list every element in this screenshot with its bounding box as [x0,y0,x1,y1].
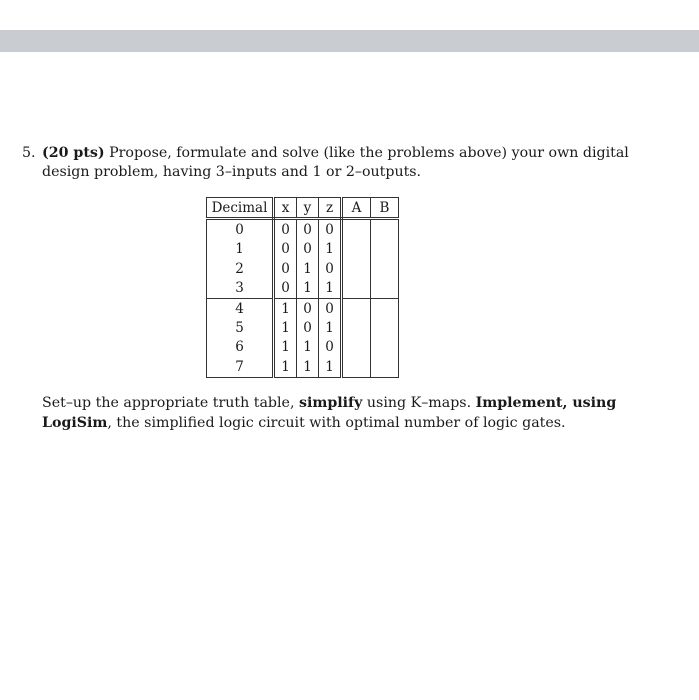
cell-b [371,357,399,377]
cell-x: 0 [274,219,297,240]
instructions-logisim: LogiSim [42,415,108,431]
cell-a [342,298,371,318]
cell-z: 0 [319,298,342,318]
cell-x: 1 [274,338,297,357]
table-row [207,279,399,299]
truth-table-header-row [207,198,399,219]
header-a: A [342,198,371,219]
header-b: B [371,198,399,219]
cell-b [371,259,399,278]
cell-z: 1 [319,240,342,259]
cell-decimal: 6 [207,338,274,357]
table-row [207,259,399,278]
cell-x: 0 [274,259,297,278]
cell-y: 0 [297,318,319,337]
cell-a [342,338,371,357]
truth-table-body [207,219,399,377]
header-x: x [274,198,297,219]
cell-decimal: 7 [207,357,274,377]
problem-line-1-text: Propose, formulate and solve (like the problems above) your own digital [104,145,629,161]
problem-points: (20 pts) [42,145,105,161]
instructions-simplify: simplify [298,395,363,411]
cell-a [342,219,371,240]
cell-b [371,240,399,259]
cell-a [342,318,371,337]
problem-line-1 [22,144,632,163]
table-row [207,318,399,337]
cell-y: 1 [297,279,319,299]
cell-b [371,219,399,240]
cell-z: 1 [319,279,342,299]
cell-z: 1 [319,318,342,337]
cell-decimal: 0 [207,219,274,240]
header-decimal: Decimal [207,198,274,219]
cell-a [342,259,371,278]
cell-a [342,240,371,259]
header-z: z [319,198,342,219]
cell-decimal: 4 [207,298,274,318]
cell-x: 0 [274,279,297,299]
cell-decimal: 3 [207,279,274,299]
cell-decimal: 5 [207,318,274,337]
cell-y: 1 [297,357,319,377]
cell-z: 0 [319,219,342,240]
cell-y: 0 [297,219,319,240]
header-y: y [297,198,319,219]
cell-y: 0 [297,240,319,259]
cell-b [371,338,399,357]
cell-a [342,357,371,377]
cell-b [371,279,399,299]
table-row [207,357,399,377]
instructions-part1: Set–up the appropriate truth table, [42,395,299,411]
truth-table [206,197,399,378]
cell-z: 0 [319,338,342,357]
table-row [207,338,399,357]
cell-y: 1 [297,338,319,357]
problem-statement [22,144,632,182]
table-row [207,219,399,240]
problem-number: 5. [22,145,36,161]
cell-z: 0 [319,259,342,278]
cell-x: 1 [274,298,297,318]
instructions-part2: using K–maps. [362,395,476,411]
instructions-part3: , the simplified logic circuit with optimal number of logic gates. [107,415,566,431]
cell-a [342,279,371,299]
top-bar [0,30,699,52]
table-row [207,240,399,259]
problem-line-2: design problem, having 3–inputs and 1 or 2–outputs. [42,164,422,180]
cell-x: 1 [274,318,297,337]
cell-y: 0 [297,298,319,318]
cell-b [371,318,399,337]
instructions-implement: Implement, using [475,395,617,411]
instructions [42,393,642,433]
cell-x: 1 [274,357,297,377]
cell-b [371,298,399,318]
cell-decimal: 2 [207,259,274,278]
cell-decimal: 1 [207,240,274,259]
cell-x: 0 [274,240,297,259]
table-row [207,298,399,318]
cell-z: 1 [319,357,342,377]
cell-y: 1 [297,259,319,278]
